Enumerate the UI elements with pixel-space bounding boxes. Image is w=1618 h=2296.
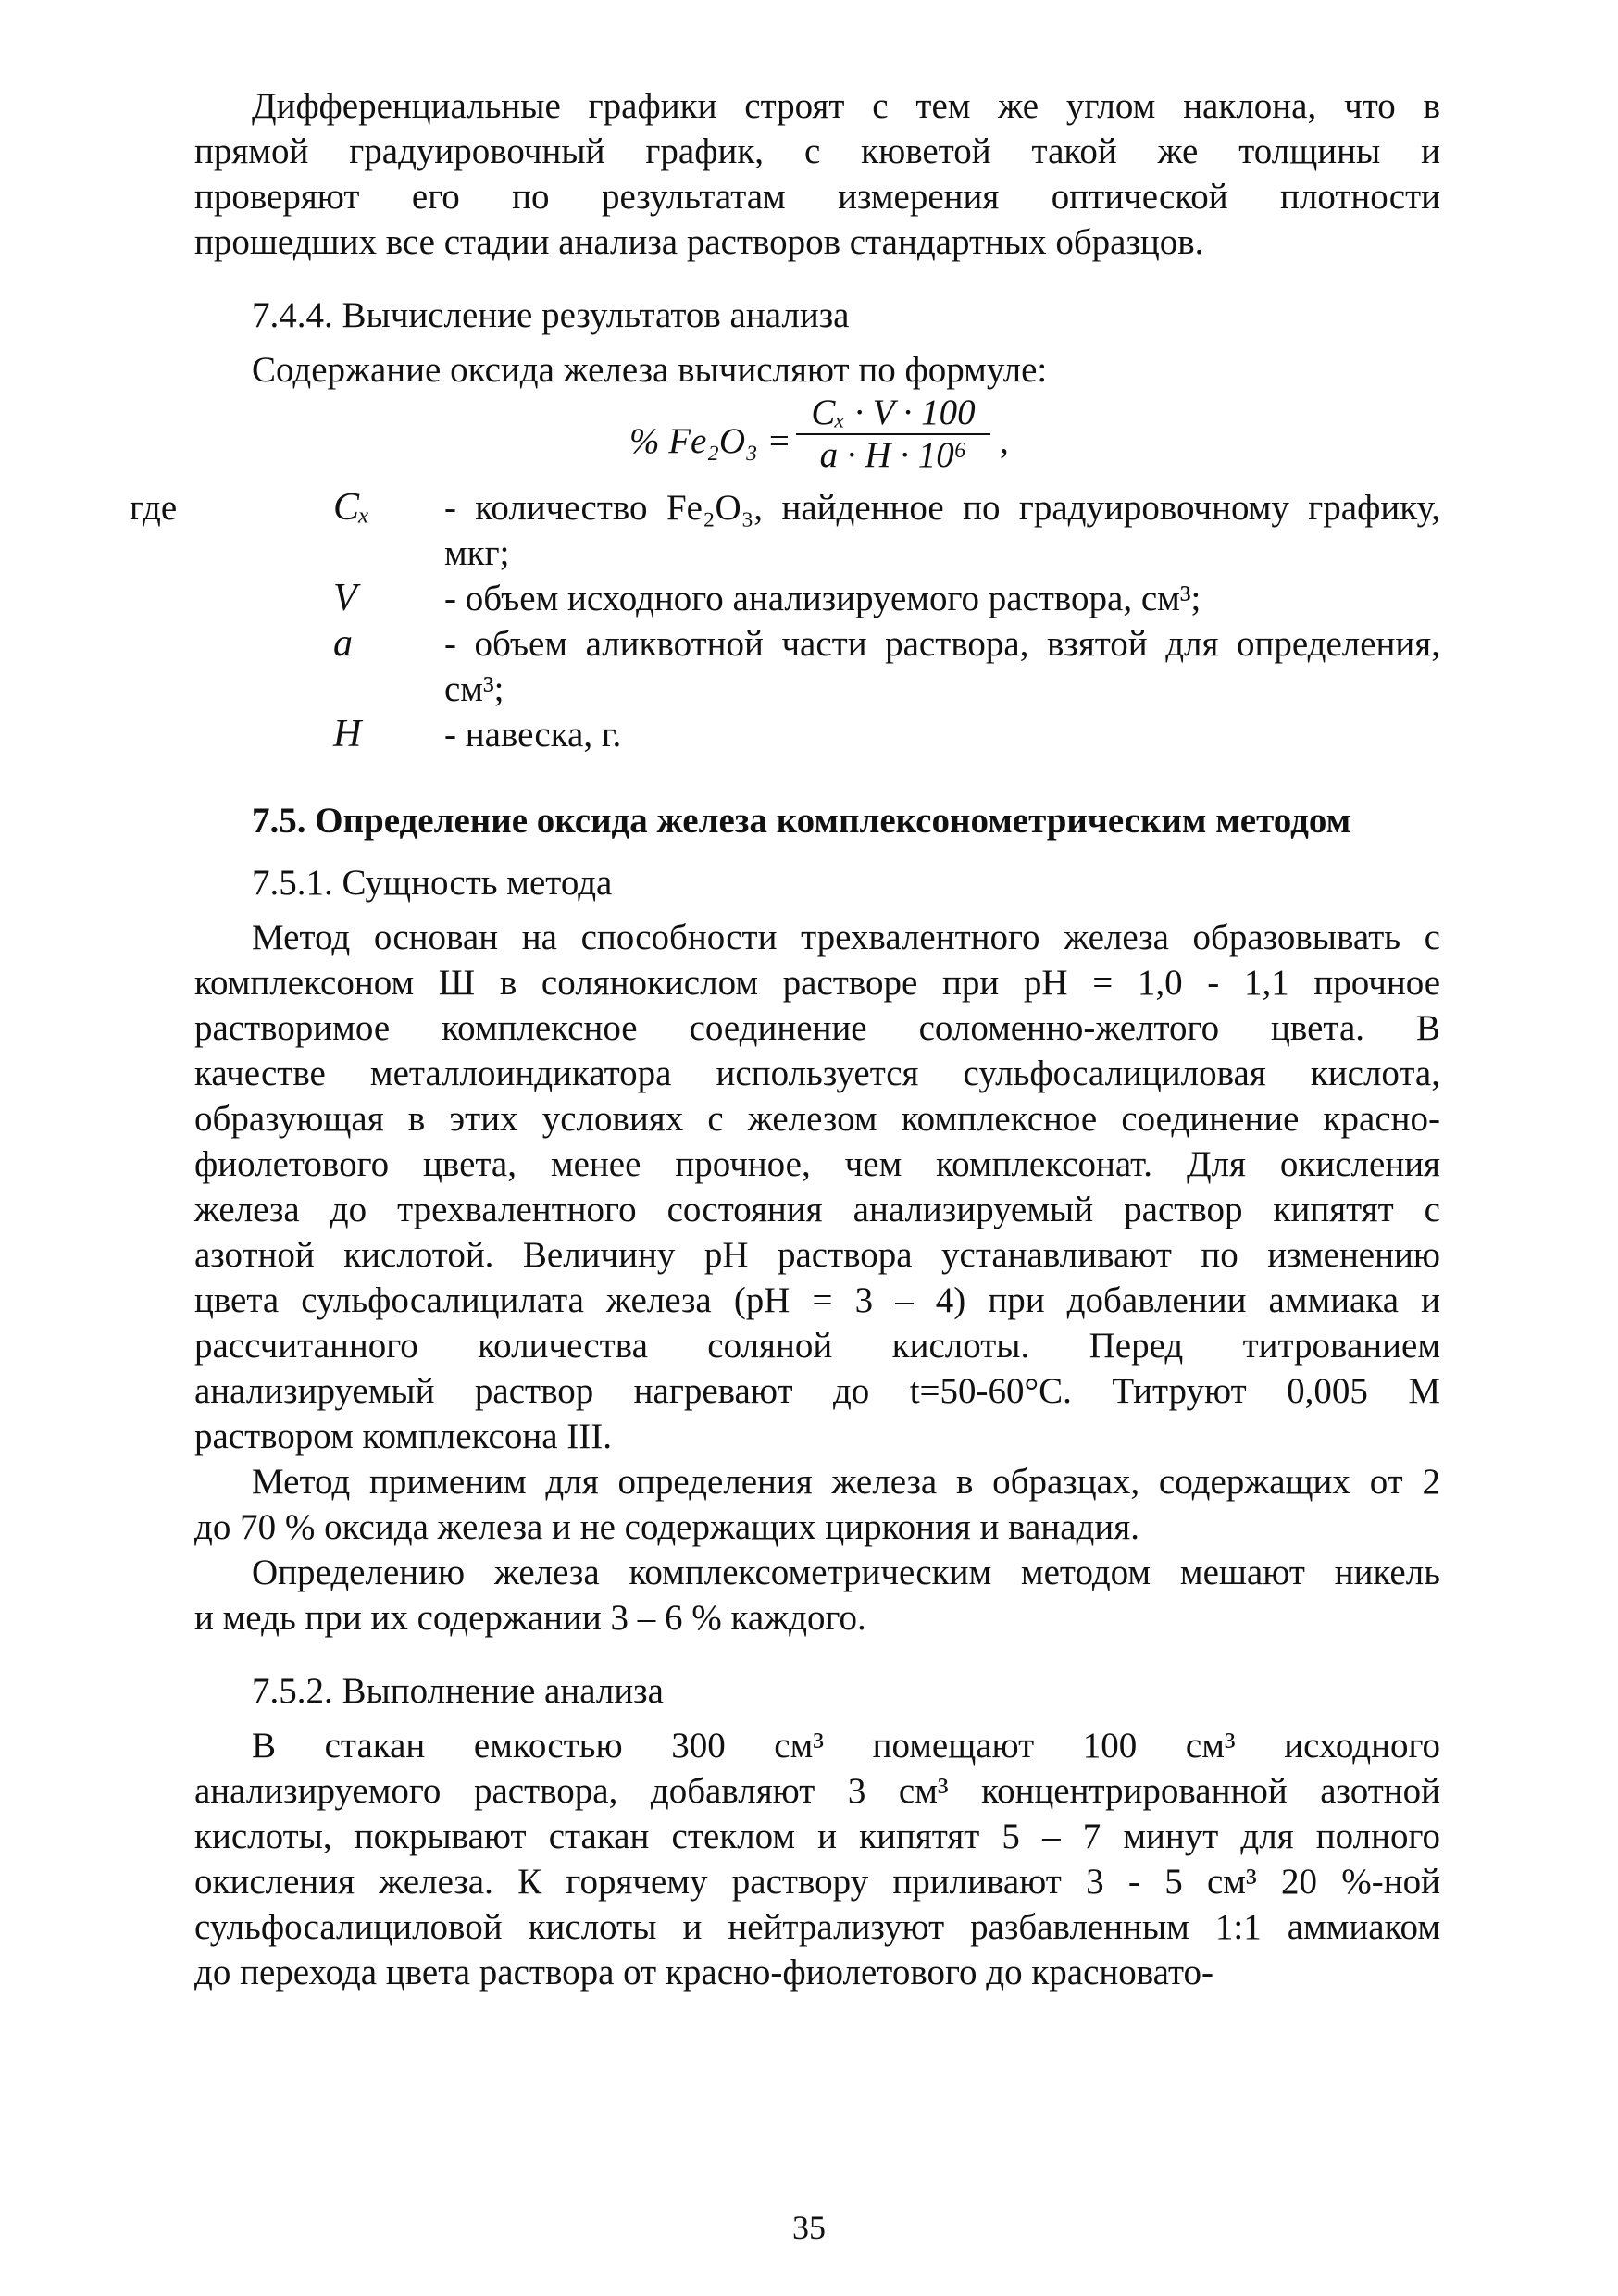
text-line: качестве металлоиндикатора используется сульфосалициловая кислота, <box>194 1054 1440 1093</box>
applicability-paragraph <box>194 1459 1440 1550</box>
definition-row <box>194 576 1440 621</box>
where-label: где <box>130 488 178 528</box>
definition-symbol: Cₓ <box>333 486 370 529</box>
interference-paragraph <box>194 1550 1440 1641</box>
variable-definitions <box>130 485 1440 757</box>
text-line: раствором комплексона III. <box>194 1416 612 1456</box>
text-line: кислоты, покрывают стакан стеклом и кипятят 5 – 7 минут для полного <box>194 1816 1440 1856</box>
definition-symbol: a <box>333 622 353 665</box>
text-line: Дифференциальные графики строят с тем же углом наклона, что в <box>252 86 1440 126</box>
document-page <box>130 83 1440 1995</box>
text-line: до перехода цвета раствора от красно-фиолетового до красновато- <box>194 1953 1214 1992</box>
text-line: железа до трехвалентного состояния анализируемый раствор кипятят с <box>194 1190 1440 1229</box>
text-line: анализируемый раствор нагревают до t=50-60°С. Титруют 0,005 М <box>194 1371 1440 1411</box>
definition-text: - объем аликвотной части раствора, взятой для определения, см³; <box>444 624 1440 709</box>
text-line: проверяют его по результатам измерения оптической плотности <box>194 177 1440 217</box>
procedure-paragraph <box>194 1723 1440 1995</box>
formula-fraction <box>796 393 990 476</box>
text-line: анализируемого раствора, добавляют 3 см³ концентрированной азотной <box>194 1771 1440 1811</box>
intro-paragraph <box>194 83 1440 265</box>
definition-text: - объем исходного анализируемого раствора, см³; <box>444 579 1201 618</box>
text-line: комплексоном Ш в солянокислом растворе при pH = 1,0 - 1,1 прочное <box>194 963 1440 1003</box>
definition-symbol: H <box>333 713 362 755</box>
text-line: Определению железа комплексометрическим методом мешают никель <box>252 1553 1440 1592</box>
formula-lhs: % Fe₂O₃ = <box>629 421 791 461</box>
formula-comma: , <box>1000 421 1009 461</box>
definition-row <box>130 485 1440 576</box>
section-heading-7-5-2: 7.5.2. Выполнение анализа <box>252 1671 664 1711</box>
definition-row <box>194 621 1440 712</box>
text-line: прошедших все стадии анализа растворов стандартных образцов. <box>194 222 1204 262</box>
definition-row <box>194 712 1440 757</box>
text-line: В стакан емкостью 300 см³ помещают 100 см³ исходного <box>252 1726 1440 1766</box>
formula-intro-text: Содержание оксида железа вычисляют по формуле: <box>252 350 1048 390</box>
text-line: фиолетового цвета, менее прочное, чем комплексонат. Для окисления <box>194 1144 1440 1184</box>
definition-text: - навеска, г. <box>444 715 622 755</box>
text-line: Метод основан на способности трехвалентного железа образовывать с <box>252 917 1440 957</box>
text-line: рассчитанного количества соляной кислоты. Перед титрованием <box>194 1326 1440 1366</box>
definition-symbol: V <box>333 577 357 619</box>
text-line: образующая в этих условиях с железом комплексное соединение красно- <box>194 1099 1440 1139</box>
text-line: азотной кислотой. Величину pH раствора устанавливают по изменению <box>194 1235 1440 1275</box>
fe2o3-formula <box>194 393 1440 485</box>
method-principle-paragraph <box>194 915 1440 1459</box>
section-heading-7-5-1: 7.5.1. Сущность метода <box>252 863 613 903</box>
text-line: Метод применим для определения железа в образцах, содержащих от 2 <box>252 1462 1440 1502</box>
text-line: и медь при их содержании 3 – 6 % каждого. <box>194 1598 866 1638</box>
text-line: растворимое комплексное соединение соломенно-желтого цвета. В <box>194 1008 1440 1048</box>
section-heading-7-4-4: 7.4.4. Вычисление результатов анализа <box>252 295 850 335</box>
section-heading-7-5: 7.5. Определение оксида железа комплексонометрическим методом <box>252 801 1351 841</box>
page-number: 35 <box>792 2209 826 2246</box>
text-line: окисления железа. К горячему раствору приливают 3 - 5 см³ 20 %-ной <box>194 1862 1440 1902</box>
formula-denominator: a · H · 10⁶ <box>819 435 967 475</box>
formula-numerator: Cₓ · V · 100 <box>796 393 990 435</box>
text-line: прямой градуировочный график, с кюветой такой же толщины и <box>194 131 1440 171</box>
definition-text: - количество Fe₂O₃, найденное по градуировочному графику, мкг; <box>444 488 1440 573</box>
text-line: цвета сульфосалицилата железа (pH = 3 – 4) при добавлении аммиака и <box>194 1280 1440 1320</box>
text-line: сульфосалициловой кислоты и нейтрализуют разбавленным 1:1 аммиаком <box>194 1907 1440 1947</box>
text-line: до 70 % оксида железа и не содержащих циркония и ванадия. <box>194 1507 1139 1547</box>
